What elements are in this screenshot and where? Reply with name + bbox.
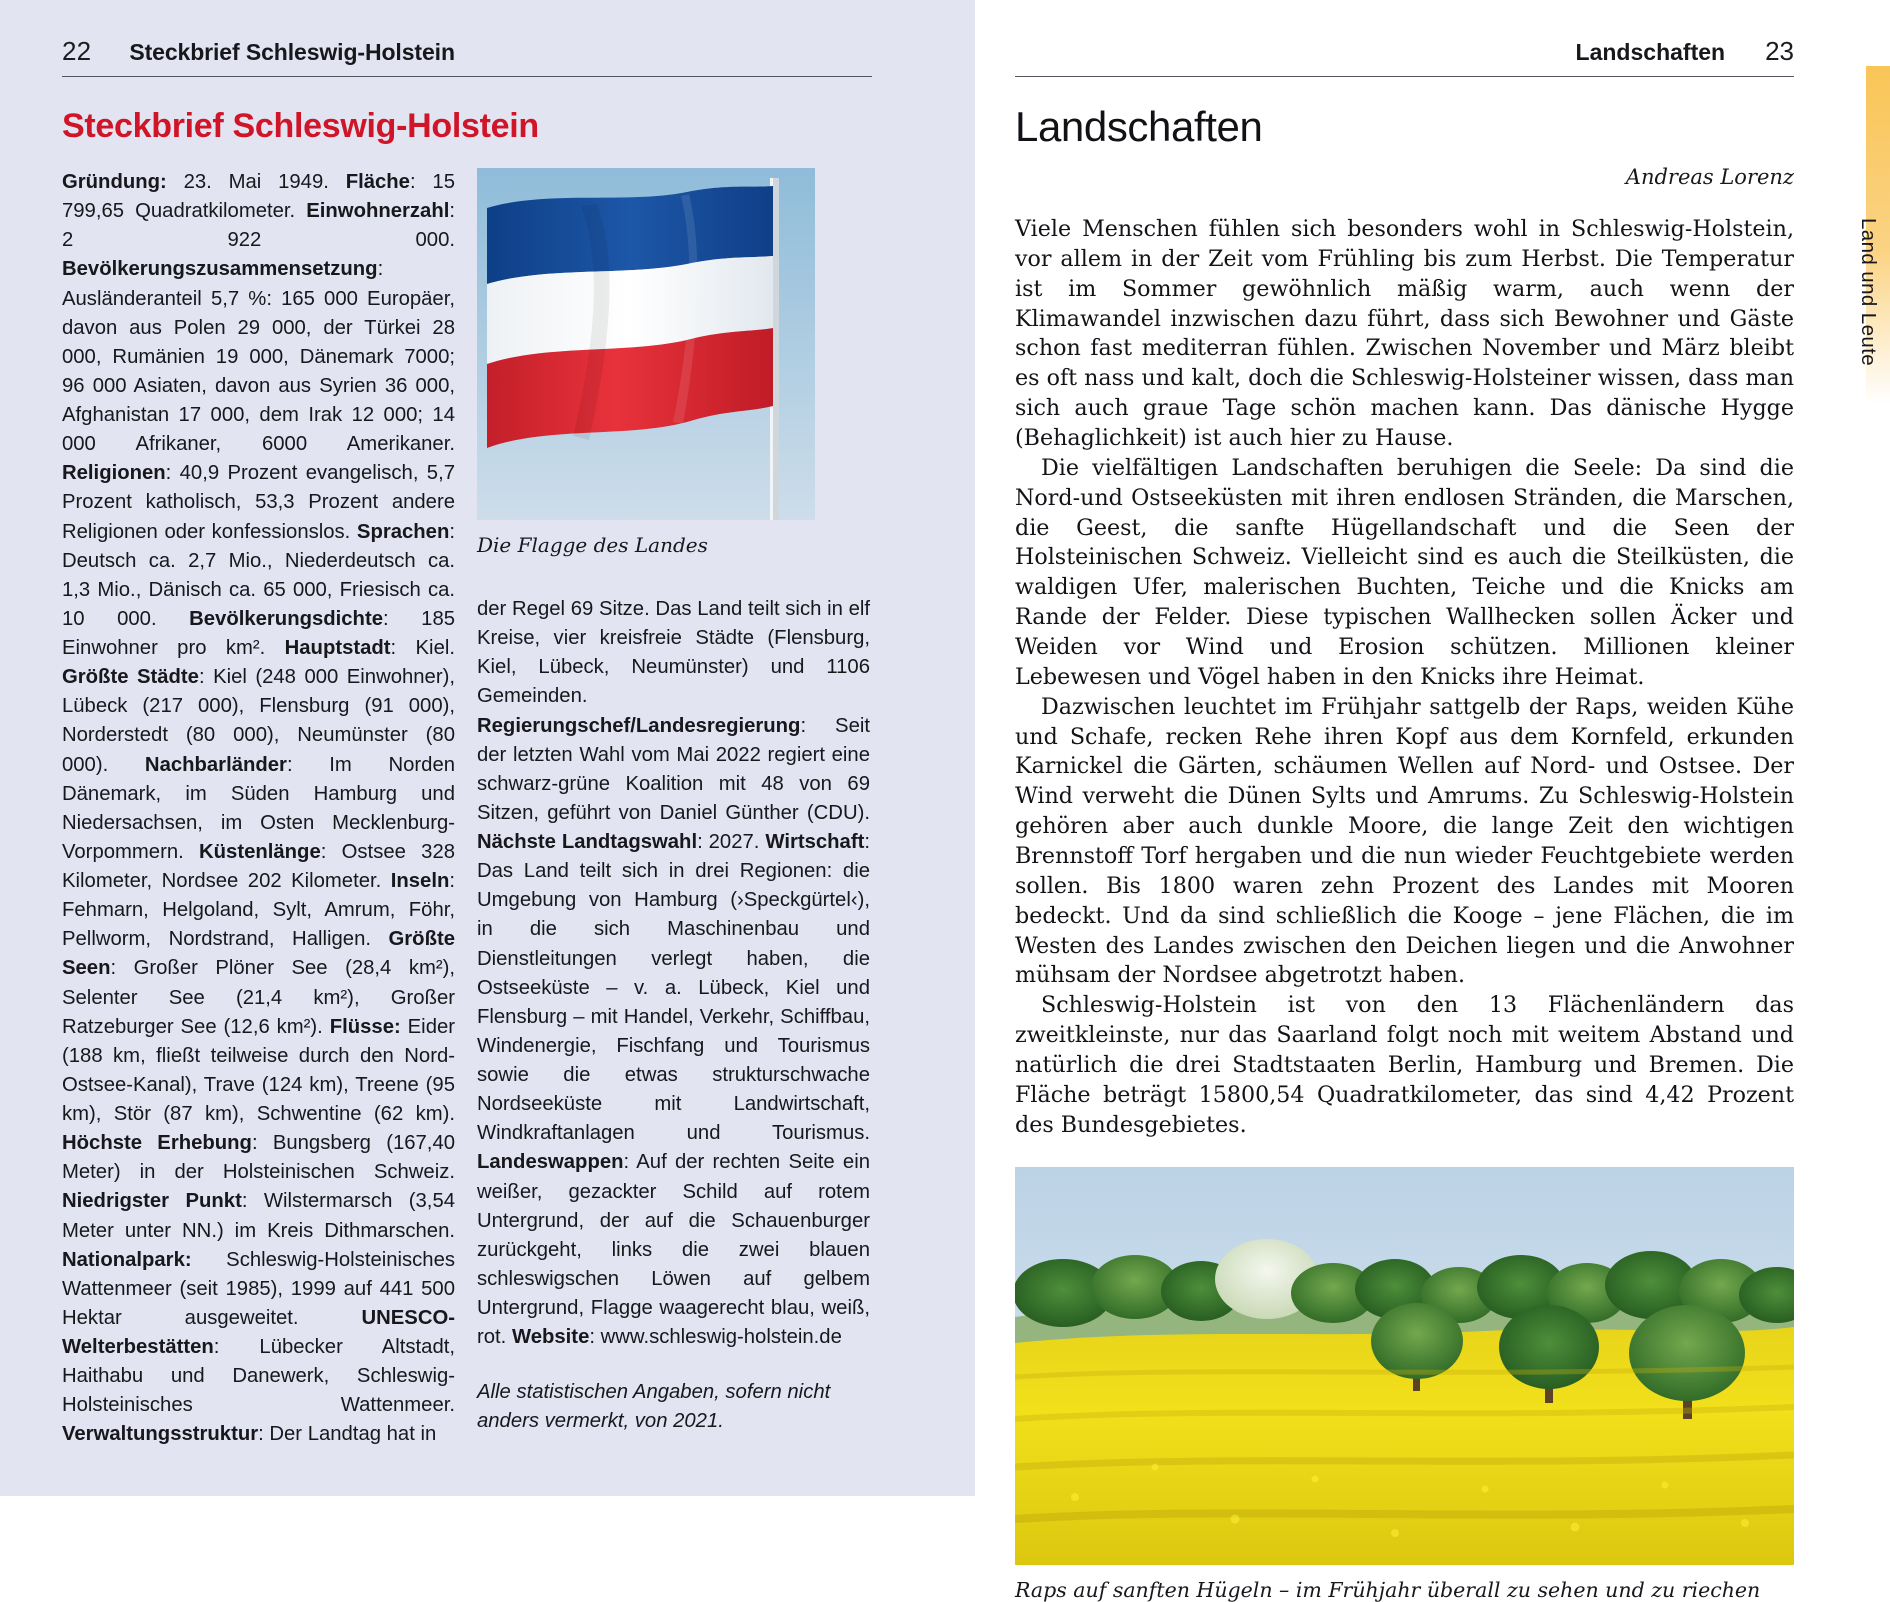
fact-value: : 185 Einwohner pro km². <box>62 607 455 659</box>
fact-value: : Wilstermarsch (3,54 Meter unter NN.) im Kreis Dithmarschen. <box>62 1190 455 1242</box>
rapeseed-field-illustration <box>1015 1167 1794 1565</box>
fact-label: Religionen <box>62 462 166 485</box>
fact-label: Landeswappen <box>477 1151 624 1174</box>
fact-label: Fläche <box>345 171 410 193</box>
fact-label: Sprachen <box>356 520 450 543</box>
left-running-head <box>62 36 872 77</box>
fact-label: Gründung: <box>62 171 167 193</box>
left-running-title: Steckbrief Schleswig-Holstein <box>129 39 455 65</box>
fact-label: Verwaltungsstruktur <box>62 1423 259 1446</box>
right-running-title: Landschaften <box>1575 39 1726 65</box>
fact-label: Bevölkerungsdichte <box>189 607 383 630</box>
fact-label: Nächste Landtagswahl <box>477 831 698 853</box>
section-tab-label: Land und Leute <box>1857 218 1880 367</box>
body-paragraph: Dazwischen leuchtet im Frühjahr sattgelb der Raps, weiden Kühe und Schafe, recken Rehe ihren Kopf aus dem Kornfeld, erkunden Karnickel die Gärten, schäumen Wellen auf Nord- und Ostsee. Der Wind verweht die Dünen Sylts und Amrums. Zu Schleswig-Holstein gehören aber auch dunkle Moore, die lange Zeit den wichtigen Brennstoff Torf hergaben und die nun wieder Feuchtgebiete werden sollen. Bis 1800 waren zehn Prozent des Landes mit Mooren bedeckt. Und da sind schließlich die Kooge – jene Flächen, die im Westen des Landes zwischen den Deichen liegen und die Anwohner mühsam der Nordsee abgetrotzt haben. <box>1015 693 1794 989</box>
fact-value: : www.schleswig-holstein.de <box>589 1326 842 1349</box>
fact-value: : Auf der rechten Seite ein weißer, gezackter Schild auf rotem Untergrund, der auf die Schauenburger zurückgeht, links die zwei blauen schleswigschen Löwen auf gelbem Untergrund, Flagge waagerecht blau, weiß, rot. <box>477 1151 870 1349</box>
fact-value: : Der Landtag hat in <box>258 1423 437 1446</box>
fact-label: Inseln <box>390 870 450 892</box>
flag-illustration <box>477 168 815 520</box>
fact-list-column-1 <box>62 168 455 1450</box>
fact-label: Nachbarländer <box>144 753 287 776</box>
rapeseed-photo <box>1015 1167 1794 1565</box>
right-page-number: 23 <box>1765 36 1794 66</box>
fact-value: Schleswig-Holsteinisches Wattenmeer (seit 1985), 1999 auf 441 500 Hektar ausgeweitet. <box>62 1248 455 1329</box>
fact-value: : Fehmarn, Helgoland, Sylt, Amrum, Föhr, Pellworm, Nordstrand, Halligen. <box>62 870 455 951</box>
left-page <box>0 0 975 1496</box>
fact-value: : 2 922 000. <box>62 200 455 252</box>
fact-list-column-2: der Regel 69 Sitze. Das Land teilt sich in elf Kreise, vier kreisfreie Städte (Flensburg, Kiel, Lübeck, Neumünster) und 1106 Gemeinden. Regierungschef/Landesregierung: Seit der letzten Wahl vom Mai 2022 regiert eine schwarz-grüne Koalition mit 48 von 69 Sitzen, geführt von Daniel Günther (CDU). Nächste Landtagswahl: 2027. Wirtschaft: Das Land teilt sich in drei Regionen: die Umgebung von Hamburg (›Speckgürtel‹), in die sich Maschinenbau und Dienstleitungen verlegt haben, die Ostseeküste – v. a. Lübeck, Kiel und Flensburg – mit Handel, Verkehr, Schiffbau, Windenergie, Fischfang und Tourismus sowie die etwas strukturschwache Nordseeküste mit Landwirtschaft, Windkraftanlagen und Tourismus. Landeswappen: Auf der rechten Seite ein weißer, gezackter Schild auf rotem Untergrund, der auf die Schauenburger zurückgeht, links die zwei blauen schleswigschen Löwen auf gelbem Untergrund, Flagge waagerecht blau, weiß, rot. Website: www.schleswig-holstein.de <box>477 598 870 1349</box>
fact-value: Eider (188 km, fließt teilweise durch den Nord-Ostsee-Kanal), Trave (124 km), Treene (95 km), Stör (87 km), Schwentine (62 km). <box>62 1015 456 1125</box>
body-paragraph: Schleswig-Holstein ist von den 13 Flächenländern das zweitkleinste, nur das Saarland folgt noch mit weitem Abstand und natürlich die drei Stadtstaaten Berlin, Hamburg und Bremen. Die Fläche beträgt 15800,54 Quadratkilometer, das sind 4,42 Prozent des Bundesgebietes. <box>1015 992 1794 1138</box>
fact-value: : Seit der letzten Wahl vom Mai 2022 regiert eine schwarz-grüne Koalition mit 48 von 69 Sitzen, geführt von Daniel Günther (CDU). <box>477 714 870 824</box>
fact-label: Regierungschef/Landesregierung <box>477 714 801 737</box>
fact-label: Einwohnerzahl <box>306 200 450 223</box>
left-column-1 <box>62 168 455 1457</box>
flag-photo <box>477 168 815 520</box>
right-chapter-heading: Landschaften <box>1015 103 1263 150</box>
fact-value: : Lübecker Altstadt, Haithabu und Danewerk, Schleswig-Holsteinisches Wattenmeer. <box>62 1336 455 1417</box>
fact-value: : Im Norden Dänemark, im Süden Hamburg und Niedersachsen, im Osten Mecklenburg-Vorpommern. <box>62 753 455 863</box>
left-columns <box>62 168 929 1457</box>
fact-label: Bevölkerungszusammensetzung <box>62 258 378 281</box>
fact-value: : Das Land teilt sich in drei Regionen: die Umgebung von Hamburg (›Speckgürtel‹), in die sich Maschinenbau und Dienstleitungen verlegt haben, die Ostseeküste – v. a. Lübeck, Kiel und Flensburg – mit Handel, Verkehr, Schiffbau, Windenergie, Fischfang und Tourismus sowie die etwas strukturschwache Nordseeküste mit Landwirtschaft, Windkraftanlagen und Tourismus. <box>477 831 870 1145</box>
body-paragraph: Die vielfältigen Landschaften beruhigen die Seele: Da sind die Nord-und Ostseeküsten mit ihren endlosen Stränden, die Marschen, die Geest, die sanfte Hügellandschaft und die Seen der Holsteinischen Schweiz. Vielleicht sind es auch die Steilküsten, die waldigen Ufer, malerischen Buchten, Teiche und die Knicks am Rande der Felder. Diese typischen Wallhecken sollen Äcker und Weiden vor Wind und Erosion schützen. Millionen kleiner Lebewesen und Vögel haben in den Knicks ihre Heimat. <box>1015 454 1794 690</box>
fact-value: : Bungsberg (167,40 Meter) in der Holsteinischen Schweiz. <box>62 1132 455 1184</box>
fact-value: : Großer Plöner See (28,4 km²), Selenter See (21,4 km²), Großer Ratzeburger See (12,6 km²). <box>62 957 455 1038</box>
fact-label: Flüsse: <box>329 1015 401 1038</box>
fact-label: UNESCO-Welterbestätten <box>62 1306 455 1358</box>
right-running-head <box>1015 36 1794 77</box>
fact-value: 23. Mai 1949. <box>166 171 346 193</box>
left-chapter-heading: Steckbrief Schleswig-Holstein <box>62 107 539 145</box>
fact-label: Küstenlänge <box>199 840 321 863</box>
right-page-content <box>975 36 1890 1602</box>
flag-caption: Die Flagge des Landes <box>477 533 708 557</box>
photo-caption: Raps auf sanften Hügeln – im Frühjahr überall zu sehen und zu riechen <box>1015 1577 1761 1602</box>
fact-label: Größte Seen <box>62 928 455 980</box>
fact-value: : Ausländeranteil 5,7 %: 165 000 Europäer, davon aus Polen 29 000, der Türkei 28 000, Rumänien 19 000, Dänemark 7000; 96 000 Asiaten, davon aus Syrien 36 000, Afghanistan 17 000, dem Irak 12 000; 14 000 Afrikaner, 6000 Amerikaner. <box>62 258 455 456</box>
author-byline: Andreas Lorenz <box>1625 165 1794 189</box>
fact-value: : Kiel. <box>390 637 455 659</box>
fact-label: Nationalpark: <box>62 1248 192 1271</box>
fact-label: Hauptstadt <box>284 637 391 659</box>
fact-label: Website <box>511 1326 590 1349</box>
body-paragraph: Viele Menschen fühlen sich besonders wohl in Schleswig-Holstein, vor allem in der Zeit vom Frühling bis zum Herbst. Die Temperatur ist im Sommer gewöhnlich mäßig warm, auch wenn der Klimawandel inzwischen dazu führt, dass sich Bewohner und Gäste schon fast mediterran fühlen. Zwischen November und März bleibt es oft nass und kalt, doch die Schleswig-Holsteiner wissen, dass man sich auch graue Tage schön machen kann. Das dänische Hygge (Behaglichkeit) ist auch hier zu Hause. <box>1015 216 1794 452</box>
fact-label: Größte Städte <box>62 666 199 689</box>
fact-value: : Deutsch ca. 2,7 Mio., Niederdeutsch ca. 1,3 Mio., Dänisch ca. 65 000, Friesisch ca. 10 000. <box>62 520 455 630</box>
fact-label: Niedrigster Punkt <box>62 1190 242 1213</box>
fact-label: Wirtschaft <box>765 831 865 853</box>
fact-value: : Ostsee 328 Kilometer, Nordsee 202 Kilometer. <box>62 840 455 892</box>
fact-value: : 2027. <box>697 831 766 853</box>
left-column-2 <box>477 168 870 1457</box>
fact-value: : Kiel (248 000 Einwohner), Lübeck (217 000), Flensburg (91 000), Norderstedt (80 000), Neumünster (80 000). <box>62 666 455 776</box>
left-page-number: 22 <box>62 36 92 66</box>
fact-value: : 40,9 Prozent evangelisch, 5,7 Prozent katholisch, 53,3 Prozent andere Religionen oder konfessionslos. <box>62 462 455 543</box>
statistics-footnote: Alle statistischen Angaben, sofern nicht anders vermerkt, von 2021. <box>477 1381 831 1433</box>
fact-label: Höchste Erhebung <box>62 1132 252 1155</box>
fact-value: : 15 799,65 Quadratkilometer. <box>62 171 455 223</box>
right-page <box>975 0 1890 1602</box>
